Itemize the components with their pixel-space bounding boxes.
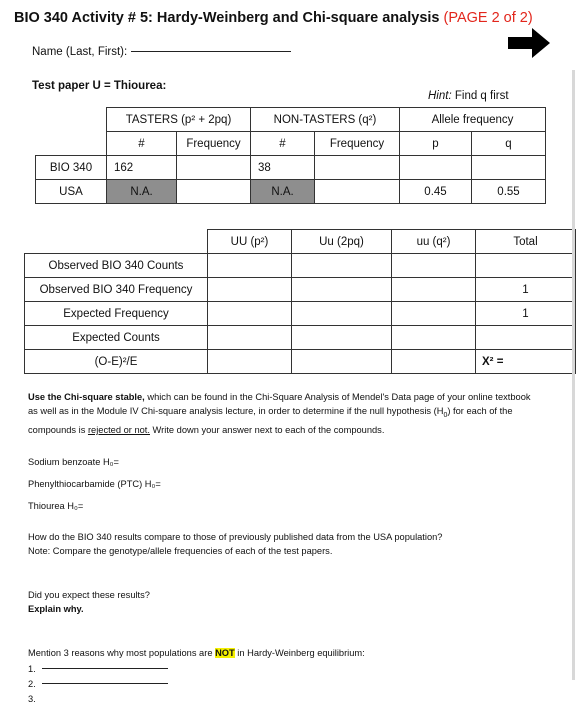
compound-sodium-benzoate: Sodium benzoate H₀=	[28, 457, 119, 467]
data-cell[interactable]	[292, 350, 392, 374]
chi-square-table	[24, 229, 576, 374]
total-cell[interactable]	[476, 254, 576, 278]
table-row	[25, 254, 576, 278]
uu-recessive-header: uu (q²)	[392, 230, 476, 254]
table-row	[25, 350, 576, 374]
total-header: Total	[476, 230, 576, 254]
data-cell[interactable]	[292, 302, 392, 326]
page-title	[14, 10, 533, 26]
data-cell[interactable]	[292, 254, 392, 278]
data-cell[interactable]	[392, 326, 476, 350]
q-header: q	[472, 132, 546, 156]
table-row	[25, 302, 576, 326]
data-cell[interactable]	[208, 278, 292, 302]
data-cell[interactable]	[392, 350, 476, 374]
question-compare-line-2: Note: Compare the genotype/allele frequencies of each of the test papers.	[28, 546, 333, 556]
row-label: Observed BIO 340 Counts	[25, 254, 208, 278]
vertical-scrollbar[interactable]	[572, 70, 575, 680]
instructions-text-1: which can be found in the Chi-Square Analysis of Mendel's Data page of your online textbook as well as in the Module IV Chi-square analysis lecture, in order to determine if the null hypothesis (H	[28, 392, 531, 416]
chi-square-cell[interactable]	[476, 350, 576, 374]
total-cell[interactable]	[476, 326, 576, 350]
total-cell: 1	[476, 278, 576, 302]
row-label: Expected Counts	[25, 326, 208, 350]
tasters-frequency-cell[interactable]	[177, 156, 251, 180]
data-cell[interactable]	[392, 302, 476, 326]
row-label: USA	[36, 180, 107, 204]
answer-line[interactable]	[42, 668, 168, 669]
compound-thiourea: Thiourea H₀=	[28, 501, 84, 511]
q-cell: 0.55	[472, 180, 546, 204]
not-highlight: NOT	[215, 648, 235, 658]
nontasters-count-cell[interactable]: 38	[251, 156, 315, 180]
question-expect: Did you expect these results?	[28, 590, 150, 600]
table-row	[25, 326, 576, 350]
data-cell[interactable]	[208, 350, 292, 374]
p-cell: 0.45	[400, 180, 472, 204]
uu-hetero-header: Uu (2pq)	[292, 230, 392, 254]
tasters-frequency-header: Frequency	[177, 132, 251, 156]
reason-number: 2.	[28, 679, 36, 689]
data-cell[interactable]	[208, 254, 292, 278]
data-cell[interactable]	[392, 254, 476, 278]
question-reasons	[28, 646, 365, 660]
nontasters-frequency-cell[interactable]	[315, 180, 400, 204]
test-paper-label: Test paper U = Thiourea:	[32, 80, 167, 92]
reason-item-3	[28, 692, 36, 706]
name-field-row	[32, 46, 291, 58]
data-cell[interactable]	[208, 326, 292, 350]
reason-number: 1.	[28, 664, 36, 674]
reason-item-2	[28, 677, 168, 691]
nontasters-frequency-header: Frequency	[315, 132, 400, 156]
nontasters-header: NON-TASTERS (q²)	[251, 108, 400, 132]
reasons-text-before: Mention 3 reasons why most populations are	[28, 648, 216, 658]
question-explain: Explain why.	[28, 604, 84, 614]
name-label: Name (Last, First):	[32, 46, 128, 58]
reason-number: 3.	[28, 694, 36, 704]
chi-square-label: X² =	[482, 355, 504, 368]
total-cell: 1	[476, 302, 576, 326]
row-label: Expected Frequency	[25, 302, 208, 326]
hint-rest: Find q first	[454, 90, 509, 102]
instructions-text-2: ) for each of the compounds is	[28, 406, 513, 435]
nontasters-count-header: #	[251, 132, 315, 156]
null-subscript: 0	[443, 411, 448, 419]
row-label: Observed BIO 340 Frequency	[25, 278, 208, 302]
q-cell[interactable]	[472, 156, 546, 180]
reason-item-1	[28, 662, 168, 676]
reasons-text-after: in Hardy-Weinberg equilibrium:	[234, 648, 365, 658]
data-cell[interactable]	[208, 302, 292, 326]
table-row	[36, 180, 546, 204]
tasters-header: TASTERS (p² + 2pq)	[107, 108, 251, 132]
question-compare-line-1: How do the BIO 340 results compare to those of previously published data from the USA population?	[28, 532, 443, 542]
hint-prefix: Hint:	[428, 90, 452, 102]
p-header: p	[400, 132, 472, 156]
tasters-frequency-cell[interactable]	[177, 180, 251, 204]
next-page-arrow-icon[interactable]	[508, 28, 550, 58]
instructions-paragraph	[28, 390, 536, 437]
tasters-count-cell[interactable]: 162	[107, 156, 177, 180]
tasters-count-cell: N.A.	[107, 180, 177, 204]
data-cell[interactable]	[292, 326, 392, 350]
row-label: BIO 340	[36, 156, 107, 180]
uu-dominant-header: UU (p²)	[208, 230, 292, 254]
tasters-count-header: #	[107, 132, 177, 156]
allele-frequency-header: Allele frequency	[400, 108, 546, 132]
p-cell[interactable]	[400, 156, 472, 180]
table-row	[25, 278, 576, 302]
instructions-bold-lead: Use the Chi-square stable,	[28, 392, 145, 402]
instructions-underlined: rejected or not.	[87, 424, 150, 435]
name-blank-line[interactable]	[131, 51, 291, 52]
data-cell[interactable]	[392, 278, 476, 302]
answer-line[interactable]	[42, 683, 168, 684]
nontasters-count-cell: N.A.	[251, 180, 315, 204]
hint-text	[428, 90, 509, 102]
title-text: BIO 340 Activity # 5: Hardy-Weinberg and Chi-square analysis	[14, 10, 440, 26]
compound-ptc: Phenylthiocarbamide (PTC) H₀=	[28, 479, 161, 489]
nontasters-frequency-cell[interactable]	[315, 156, 400, 180]
instructions-text-3: Write down your answer next to each of the compounds.	[149, 424, 385, 435]
table-row	[36, 156, 546, 180]
row-label: (O-E)²/E	[25, 350, 208, 374]
allele-frequency-table	[35, 107, 546, 204]
page-indicator: (PAGE 2 of 2)	[443, 10, 533, 26]
data-cell[interactable]	[292, 278, 392, 302]
